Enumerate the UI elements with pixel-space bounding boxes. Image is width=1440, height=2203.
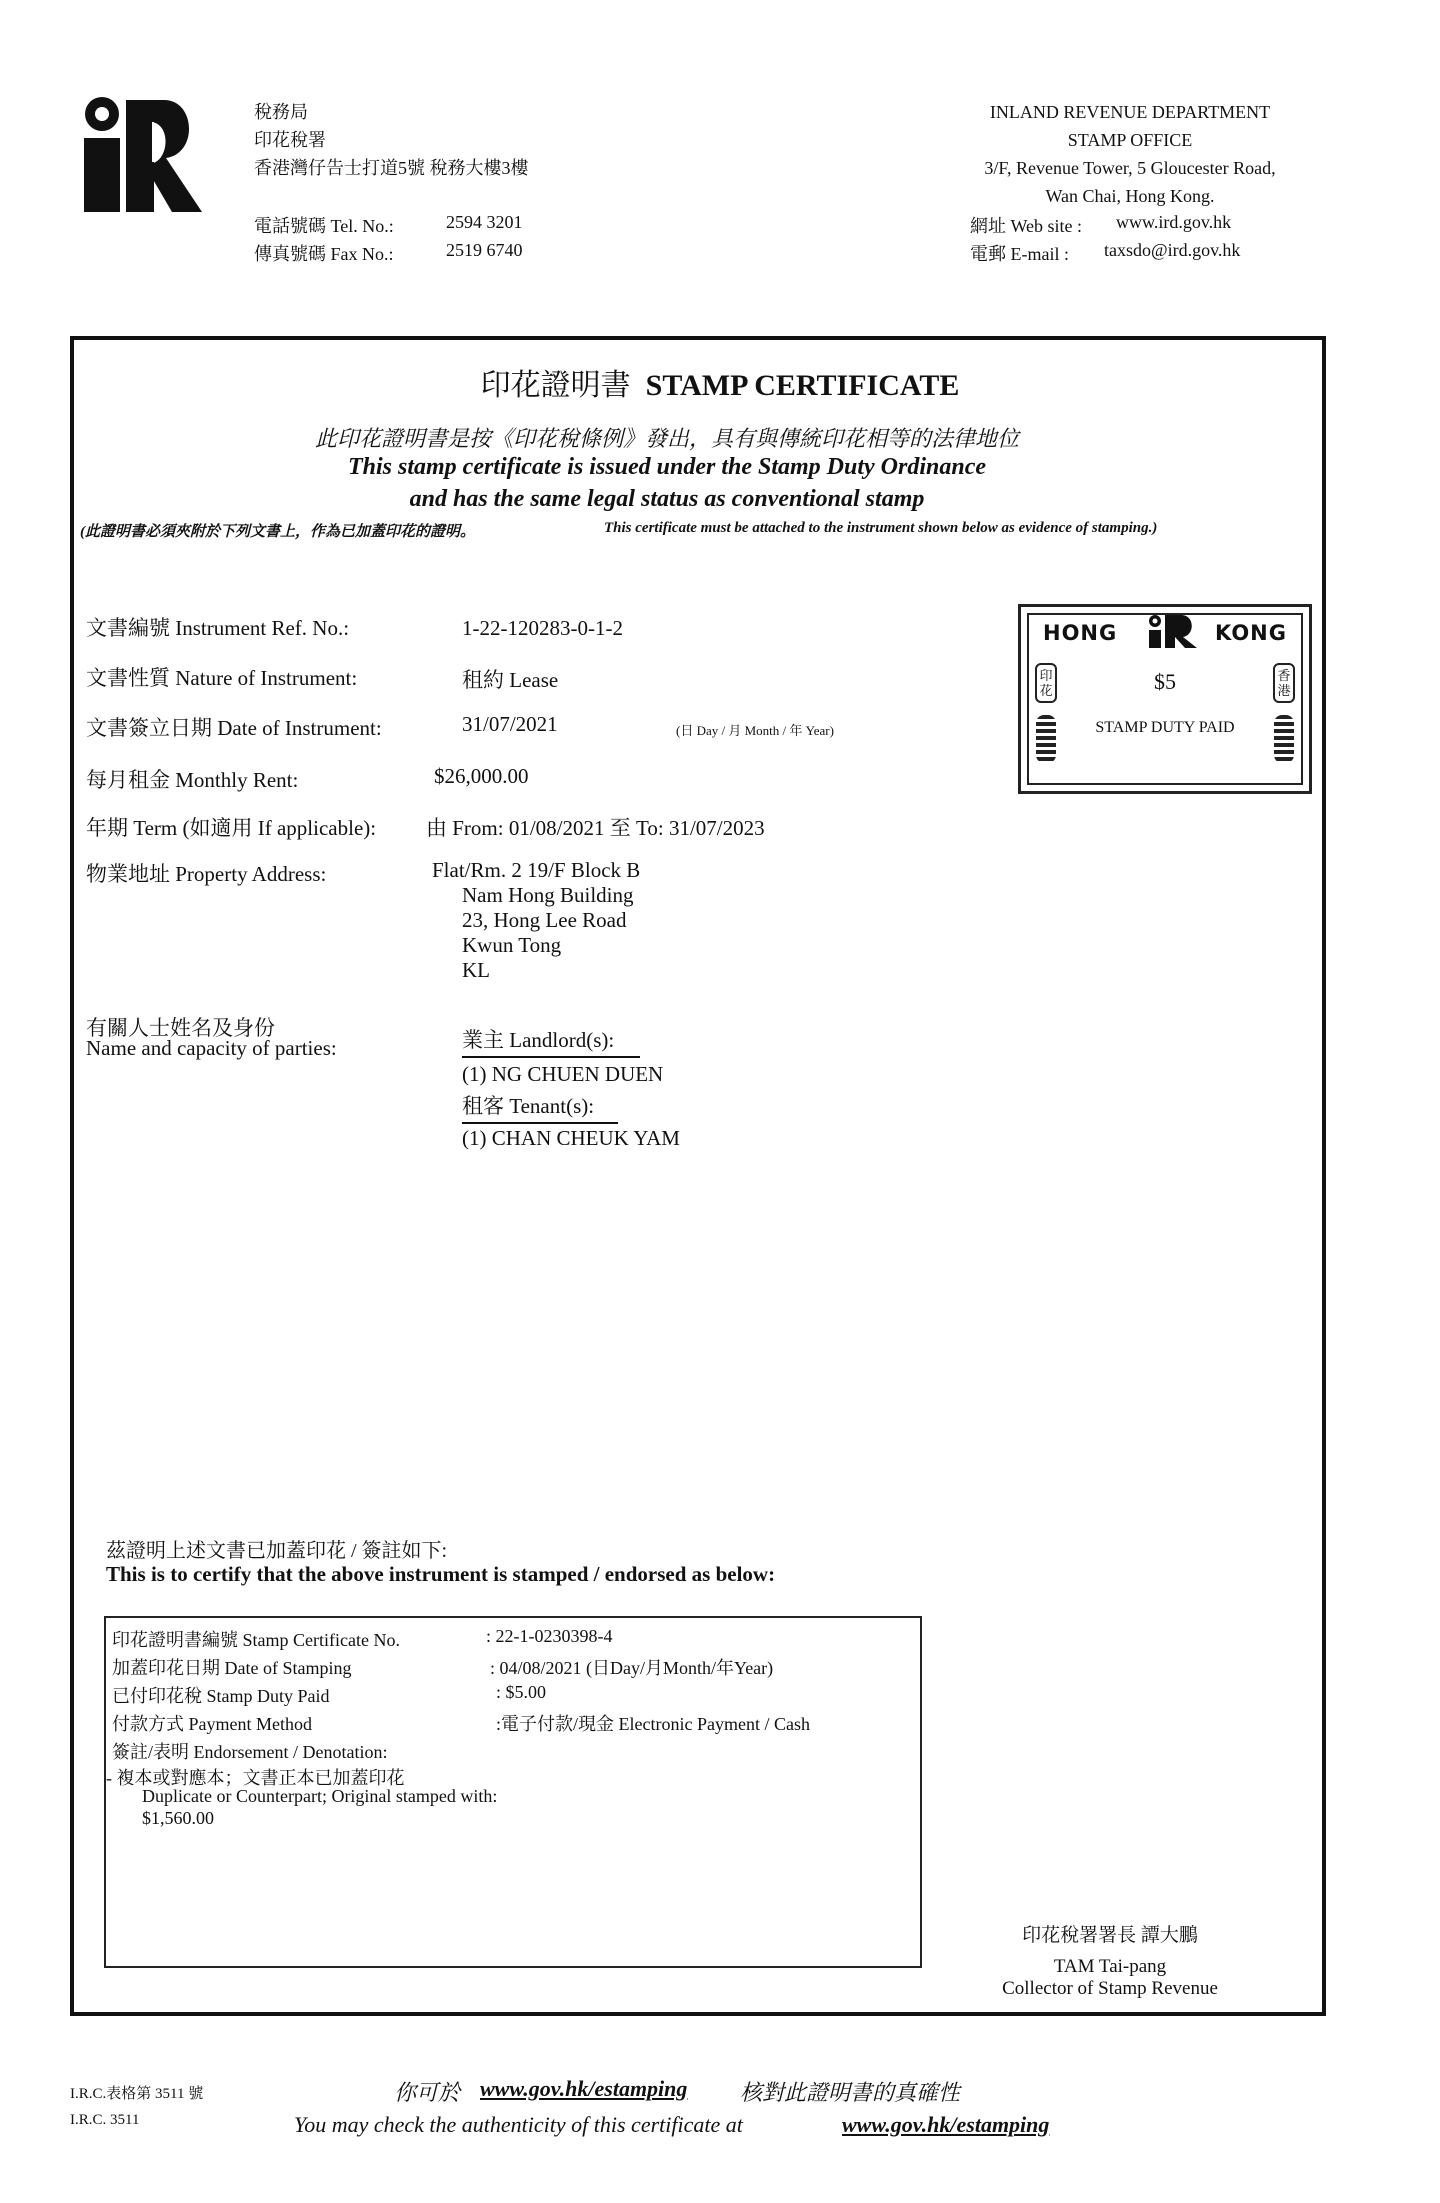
landlord-heading: 業主 Landlord(s):	[462, 1024, 640, 1058]
nature-value: 租約 Lease	[462, 668, 559, 692]
ref-value: 1-22-120283-0-1-2	[462, 616, 623, 640]
header-left-line: 香港灣仔告士打道5號 稅務大樓3樓	[254, 158, 529, 178]
term-label: 年期 Term (如適用 If applicable):	[86, 816, 377, 840]
address-line: Flat/Rm. 2 19/F Block B	[432, 858, 641, 882]
attach-note-zh: (此證明書必須夾附於下列文書上，作為已加蓋印花的證明。	[80, 524, 475, 540]
legal-status-line2: and has the same legal status as conventional stamp	[409, 486, 925, 512]
tenant-heading: 租客 Tenant(s):	[462, 1090, 618, 1124]
address-line: Nam Hong Building	[462, 883, 634, 907]
header-right-line: STAMP OFFICE	[1067, 130, 1193, 150]
tel-value: 2594 3201	[446, 212, 523, 232]
fax-label: 傳真號碼 Fax No.:	[254, 244, 394, 264]
stamp-right-seal: 香港	[1273, 663, 1295, 703]
address-line: KL	[462, 958, 490, 982]
check-zh-pre: 你可於	[394, 2080, 461, 2105]
collector-title-zh: 印花稅署署長 譚大鵬	[1022, 1925, 1198, 1946]
title-en: STAMP CERTIFICATE	[645, 369, 960, 402]
tel-label: 電話號碼 Tel. No.:	[254, 216, 394, 236]
date-format-hint: (日 Day / 月 Month / 年 Year)	[676, 723, 834, 738]
parties-label-en: Name and capacity of parties:	[86, 1036, 337, 1060]
header-right-address	[920, 98, 1340, 210]
date-value: 31/07/2021	[462, 712, 558, 736]
cert-no-label: 印花證明書編號 Stamp Certificate No.	[112, 1630, 400, 1650]
rent-value: $26,000.00	[434, 764, 529, 788]
term-value: 由 From: 01/08/2021 至 To: 31/07/2023	[426, 816, 765, 840]
email-label: 電郵 E-mail :	[970, 244, 1069, 264]
nature-label: 文書性質 Nature of Instrument:	[86, 666, 358, 690]
email-link[interactable]: taxsdo@ird.gov.hk	[1104, 240, 1241, 260]
address-line: Kwun Tong	[462, 933, 562, 957]
stamp-ir-logo-icon	[1145, 613, 1199, 649]
certify-zh: 茲證明上述文書已加蓋印花 / 簽註如下:	[106, 1540, 448, 1562]
stamp-hong: HONG	[1043, 621, 1118, 645]
address-line: 23, Hong Lee Road	[462, 908, 627, 932]
ird-logo	[78, 94, 204, 214]
header-left-line: 稅務局	[254, 102, 308, 122]
denotation-amount: $1,560.00	[142, 1808, 214, 1828]
attach-note-en: This certificate must be attached to the instrument shown below as evidence of stamping.)	[604, 520, 1158, 536]
web-label: 網址 Web site :	[970, 216, 1083, 236]
stamp-amount: $5	[1154, 669, 1176, 694]
header-right-line: 3/F, Revenue Tower, 5 Gloucester Road,	[984, 158, 1276, 178]
stamp-date-label: 加蓋印花日期 Date of Stamping	[112, 1658, 352, 1678]
ref-label: 文書編號 Instrument Ref. No.:	[86, 616, 350, 640]
stamp-paid-text: STAMP DUTY PAID	[1095, 719, 1235, 736]
legal-status-line1: This stamp certificate is issued under the Stamp Duty Ordinance	[347, 454, 987, 480]
method-label: 付款方式 Payment Method	[112, 1714, 312, 1734]
certify-en: This is to certify that the above instrument is stamped / endorsed as below:	[106, 1562, 776, 1586]
denotation-item-zh: - 複本或對應本；文書正本已加蓋印花	[106, 1768, 405, 1788]
estamping-link-top[interactable]: www.gov.hk/estamping	[480, 2076, 688, 2101]
stamp-left-seal: 印花	[1035, 663, 1057, 703]
header-right-line: INLAND REVENUE DEPARTMENT	[989, 102, 1271, 122]
estamping-link-bottom[interactable]: www.gov.hk/estamping	[842, 2112, 1050, 2137]
check-en: You may check the authenticity of this certificate at	[294, 2112, 743, 2137]
title-zh: 印花證明書	[480, 369, 631, 402]
stamp-kong: KONG	[1215, 621, 1287, 645]
header-left-address	[254, 98, 529, 182]
check-zh-post: 核對此證明書的真確性	[740, 2080, 961, 2105]
duty-value: : $5.00	[496, 1682, 547, 1702]
denotation-label: 簽註/表明 Endorsement / Denotation:	[112, 1742, 388, 1762]
rent-label: 每月租金 Monthly Rent:	[86, 768, 299, 792]
certificate-title	[0, 360, 1440, 404]
method-value: :電子付款/現金 Electronic Payment / Cash	[496, 1714, 810, 1734]
tenant-name: (1) CHAN CHEUK YAM	[462, 1126, 680, 1150]
header-left-line: 印花稅署	[254, 130, 326, 150]
collector-name: TAM Tai-pang	[1053, 1956, 1167, 1977]
address-label: 物業地址 Property Address:	[86, 862, 327, 886]
form-number-zh: I.R.C.表格第 3511 號	[70, 2086, 204, 2102]
fax-value: 2519 6740	[446, 240, 523, 260]
web-link[interactable]: www.ird.gov.hk	[1116, 212, 1232, 232]
header-right-line: Wan Chai, Hong Kong.	[1045, 186, 1215, 206]
form-number-en: I.R.C. 3511	[70, 2112, 140, 2128]
stamp-duty-paid-stamp	[1018, 604, 1312, 794]
stamp-date-value: : 04/08/2021 (日Day/月Month/年Year)	[490, 1658, 774, 1678]
collector-title-en: Collector of Stamp Revenue	[1002, 1978, 1218, 1999]
duty-label: 已付印花稅 Stamp Duty Paid	[112, 1686, 330, 1706]
legal-status-zh: 此印花證明書是按《印花稅條例》發出，具有與傳統印花相等的法律地位	[314, 426, 1019, 451]
cert-no-value: : 22-1-0230398-4	[486, 1626, 613, 1646]
parties-label-zh: 有關人士姓名及身份	[86, 1016, 275, 1040]
landlord-name: (1) NG CHUEN DUEN	[462, 1062, 664, 1086]
denotation-item-en: Duplicate or Counterpart; Original stamped with:	[142, 1786, 498, 1806]
date-label: 文書簽立日期 Date of Instrument:	[86, 716, 382, 740]
